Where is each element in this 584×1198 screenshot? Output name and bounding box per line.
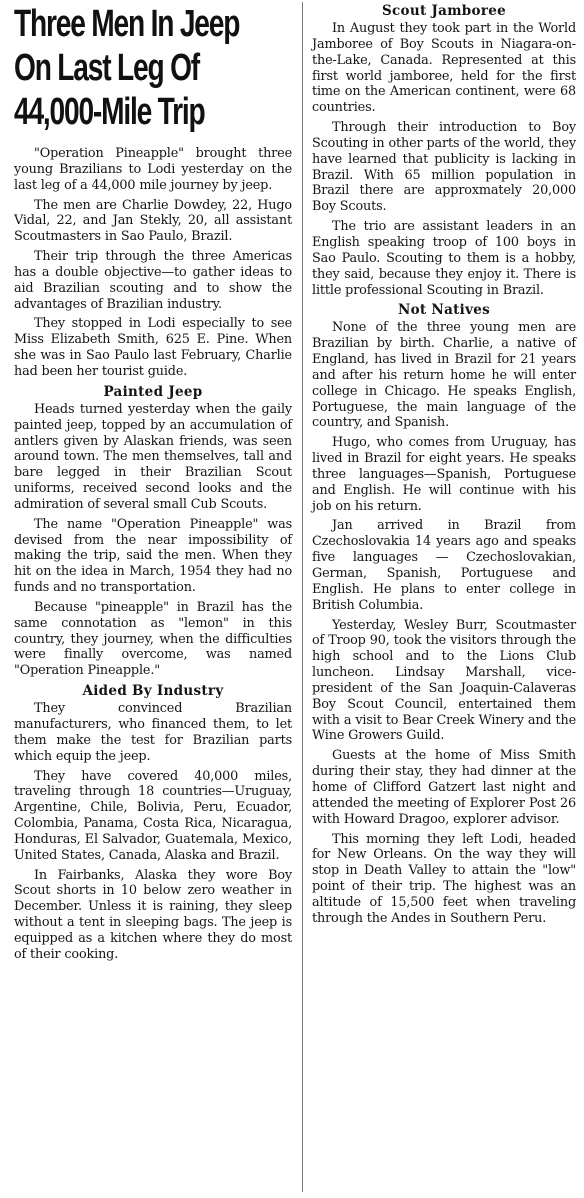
paragraph: The men are Charlie Dowdey, 22, Hugo Vidal, 22, and Jan Stekly, 20, all assistant Scoutmasters in Sao Paulo, Brazil. [14,197,292,245]
headline [14,2,295,134]
right-column [304,0,584,931]
column-divider [302,2,303,1192]
subheading: Scout Jamboree [381,3,507,19]
paragraph: The name "Operation Pineapple" was devised from the near impossibility of making the trip, said the men. When they hit on the idea in March, 1954 they had no funds and no transportation. [14,516,292,596]
subheading: Painted Jeep [103,383,203,400]
paragraph: Through their introduction to Boy Scouting in other parts of the world, they have learned that publicity is lacking in Brazil. With 65 million population in Brazil there are approxmately 20,000 Boy Scouts. [312,120,576,215]
paragraph: Their trip through the three Americas has a double objective—to gather ideas to aid Brazilian scouting and to show the advantages of Brazilian industry. [14,249,292,312]
paragraph: Yesterday, Wesley Burr, Scoutmaster of Troop 90, took the visitors through the high school and to the Lions Club luncheon. Lindsay Marshall, vice-president of the San Joaquin-Calaveras Boy Scout Council, entertained them with a visit to Bear Creek Winery and the Wine Growers Guild. [312,617,576,744]
paragraph: The trio are assistant leaders in an English speaking troop of 100 boys in Sao Paulo. Scouting to them is a hobby, they said, because they enjoy it. There is little professional Scouting in Brazil. [312,219,576,298]
paragraph: "Operation Pineapple" brought three young Brazilians to Lodi yesterday on the last leg of a 44,000 mile journey by jeep. [14,146,292,193]
headline-line-1: Three Men In Jeep [14,3,240,45]
paragraph: Because "pineapple" in Brazil has the same connotation as "lemon" in this country, they journey, when the difficulties were finally overcome, was named "Operation Pineapple." [14,599,292,679]
subheading: Aided By Industry [82,683,224,700]
subheading: Not Natives [397,302,491,319]
paragraph: They have covered 40,000 miles, traveling through 18 countries—Uruguay, Argentine, Chile, Bolivia, Peru, Ecuador, Colombia, Panama, Costa Rica, Nicaragua, Honduras, El Salvador, Guatemala, Mexico, United States, Canada, Alaska and Brazil. [14,768,292,863]
left-column [0,0,300,967]
paragraph: Jan arrived in Brazil from Czechoslovakia 14 years ago and speaks five languages — Czechoslovakian, German, Spanish, Portuguese and English. He plans to enter college in British Columbia. [312,518,576,613]
paragraph: In Fairbanks, Alaska they wore Boy Scout shorts in 10 below zero weather in December. Unless it is raining, they sleep without a tent in sleeping bags. The jeep is equipped as a kitchen where they do most of their cooking. [14,867,292,962]
paragraph: This morning they left Lodi, headed for New Orleans. On the way they will stop in Death Valley to attain the "low" point of their trip. The highest was an altitude of 15,500 feet when traveling through the Andes in Southern Peru. [312,831,576,926]
paragraph: In August they took part in the World Jamboree of Boy Scouts in Niagara-on-the-Lake, Canada. Represented at this first world jamboree, held for the first time on the American continent, were 68 countries. [312,21,576,116]
paragraph: Hugo, who comes from Uruguay, has lived in Brazil for eight years. He speaks three languages—Spanish, Portuguese and English. He will continue with his job on his return. [312,435,576,514]
paragraph: They stopped in Lodi especially to see Miss Elizabeth Smith, 625 E. Pine. When she was in Sao Paulo last February, Charlie had been her tourist guide. [14,316,292,379]
paragraph: Guests at the home of Miss Smith during their stay, they had dinner at the home of Clifford Gatzert last night and attended the meeting of Explorer Post 26 with Howard Dragoo, explorer advisor. [312,748,576,827]
headline-line-3: 44,000-Mile Trip [14,91,205,133]
paragraph: They convinced Brazilian manufacturers, who financed them, to let them make the test for Brazilian parts which equip the jeep. [14,701,292,764]
paragraph: None of the three young men are Brazilian by birth. Charlie, a native of England, has lived in Brazil for 21 years and after his return home he will enter college in Chicago. He speaks English, Portuguese, the main language of the country, and Spanish. [312,320,576,431]
headline-line-2: On Last Leg Of [14,47,199,89]
paragraph: Heads turned yesterday when the gaily painted jeep, topped by an accumulation of antlers given by Alaskan friends, was seen around town. The men themselves, tall and bare legged in their Brazilian Scout uniforms, received second looks and the admiration of several small Cub Scouts. [14,401,292,512]
